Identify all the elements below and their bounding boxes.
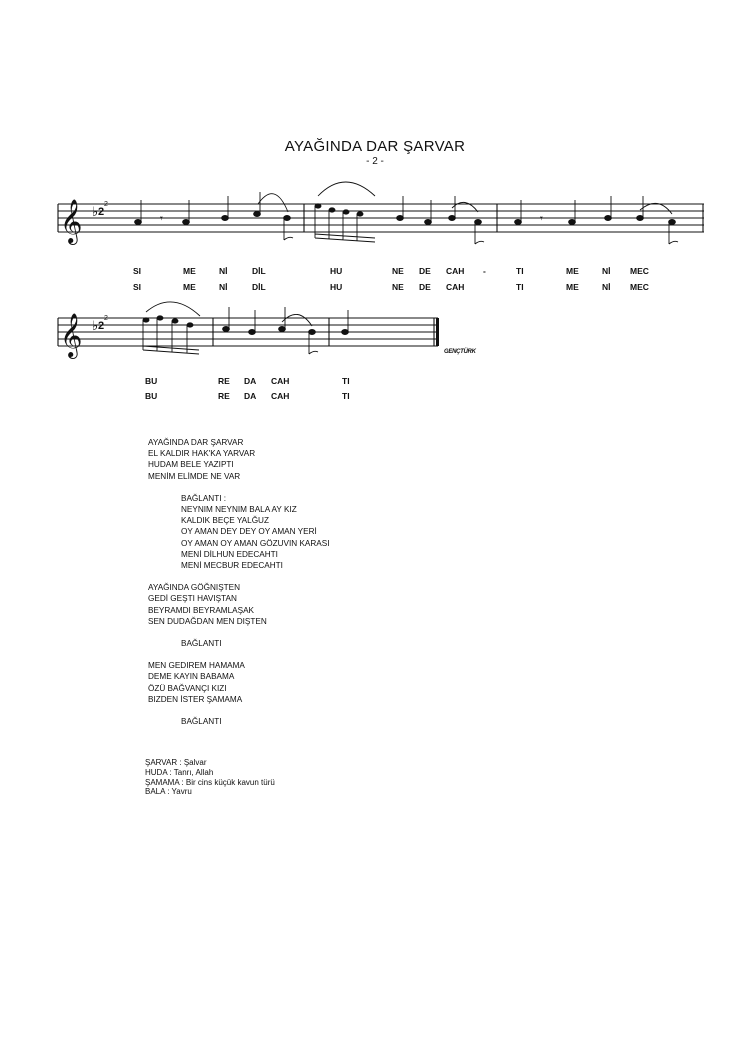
lyric-syllable: CAH [446, 282, 465, 292]
lyric-syllable: CAH [446, 266, 465, 276]
verse-line: ÖZÜ BAĞVANÇI KIZI [148, 683, 227, 693]
lyric-syllable: ME [183, 266, 196, 276]
sheet-music [0, 0, 750, 420]
lyric-syllable: CAH [271, 376, 290, 386]
verse-line: MENİM ELİMDE NE VAR [148, 471, 241, 481]
lyric-syllable: Nİ [219, 282, 228, 292]
verse-line: BAĞLANTI : [181, 493, 227, 503]
svg-text:𝄾: 𝄾 [540, 213, 543, 225]
verse-line: BEYRAMDI BEYRAMLAŞAK [148, 605, 255, 615]
glossary-entry: ŞAMAMA : Bir cins küçük kavun türü [145, 777, 275, 787]
lyric-syllable: TI [342, 391, 350, 401]
lyric-syllable: NE [392, 282, 404, 292]
lyric-syllable: DE [419, 266, 431, 276]
lyric-syllable: MEC [630, 266, 649, 276]
lyric-syllable: ME [566, 266, 579, 276]
lyric-syllable: DA [244, 376, 257, 386]
lyric-syllable: DİL [252, 282, 266, 292]
verse-line: MENİ MECBUR EDECAHTI [181, 561, 283, 571]
lyric-syllable: Nİ [219, 266, 228, 276]
lyric-syllable: TI [342, 376, 350, 386]
treble-clef-icon [60, 199, 82, 359]
verse-line: KALDIK BEÇE YALĞUZ [181, 516, 269, 526]
page-number: - 2 - [366, 156, 384, 167]
verse-line: GEDİ GEŞTI HAVIŞTAN [148, 594, 237, 604]
lyric-syllable: HU [330, 282, 343, 292]
verse-line: OY AMAN OY AMAN GÖZUVIN KARASI [181, 538, 330, 548]
svg-text:2: 2 [98, 206, 105, 218]
verse-line: MEN GEDIREM HAMAMA [148, 661, 245, 671]
verse-line: EL KALDIR HAK'KA YARVAR [148, 449, 256, 459]
verse-line: DEME KAYIN BABAMA [148, 672, 235, 682]
verse-line: MENİ DİLHUN EDECAHTI [181, 549, 278, 559]
glossary-entry: HUDA : Tanrı, Allah [145, 767, 214, 777]
lyric-syllable: DİL [252, 266, 266, 276]
lyric-syllable: SI [133, 266, 142, 276]
verse-line: SEN DUDAĞDAN MEN DIŞTEN [148, 616, 267, 626]
verse-line: HUDAM BELE YAZIPTI [148, 460, 234, 470]
verse-line: NEYNIM NEYNIM BALA AY KIZ [181, 505, 297, 515]
svg-text:♭: ♭ [92, 205, 99, 220]
lyric-syllable: DE [419, 282, 431, 292]
svg-text:2: 2 [104, 315, 108, 322]
lyric-syllable: RE [218, 376, 230, 386]
lyric-syllable: CAH [271, 391, 290, 401]
lyric-syllable: TI [516, 266, 524, 276]
lyric-syllable: TI [516, 282, 524, 292]
svg-text:2: 2 [104, 201, 108, 208]
lyric-syllable: DA [244, 391, 257, 401]
lyric-syllable: BU [145, 391, 158, 401]
verse-line: AYAĞINDA GÖĞNIŞTEN [148, 583, 241, 593]
lyric-syllable: SI [133, 282, 142, 292]
verse-line: BAĞLANTI [181, 717, 222, 727]
lyric-syllable: RE [218, 391, 230, 401]
song-title: AYAĞINDA DAR ŞARVAR [284, 138, 466, 155]
signature: GENÇTÜRK [444, 349, 476, 355]
svg-text:𝄾: 𝄾 [160, 213, 163, 225]
lyric-syllable: - [483, 266, 486, 276]
verse-line: BAĞLANTI [181, 639, 222, 649]
song-verses [148, 437, 329, 727]
svg-text:𝄞: 𝄞 [60, 313, 83, 357]
verse-line: OY AMAN DEY DEY OY AMAN YERİ [181, 527, 317, 537]
glossary-entry: ŞARVAR : Şalvar [145, 758, 207, 767]
lyric-syllable: ME [183, 282, 196, 292]
svg-text:2: 2 [98, 320, 105, 332]
lyric-syllable: HU [330, 266, 343, 276]
svg-text:𝄞: 𝄞 [60, 199, 83, 243]
lyric-syllable: MEC [630, 282, 649, 292]
lyric-syllable: Nİ [602, 266, 611, 276]
svg-text:♭: ♭ [92, 319, 99, 334]
glossary [145, 758, 275, 797]
lyric-syllable: ME [566, 282, 579, 292]
lyric-syllable: Nİ [602, 282, 611, 292]
lyric-syllable: NE [392, 266, 404, 276]
verse-line: AYAĞINDA DAR ŞARVAR [148, 438, 244, 447]
glossary-entry: BALA : Yavru [145, 787, 192, 797]
lyric-syllable: BU [145, 376, 158, 386]
verse-line: BIZDEN İSTER ŞAMAMA [148, 694, 243, 704]
